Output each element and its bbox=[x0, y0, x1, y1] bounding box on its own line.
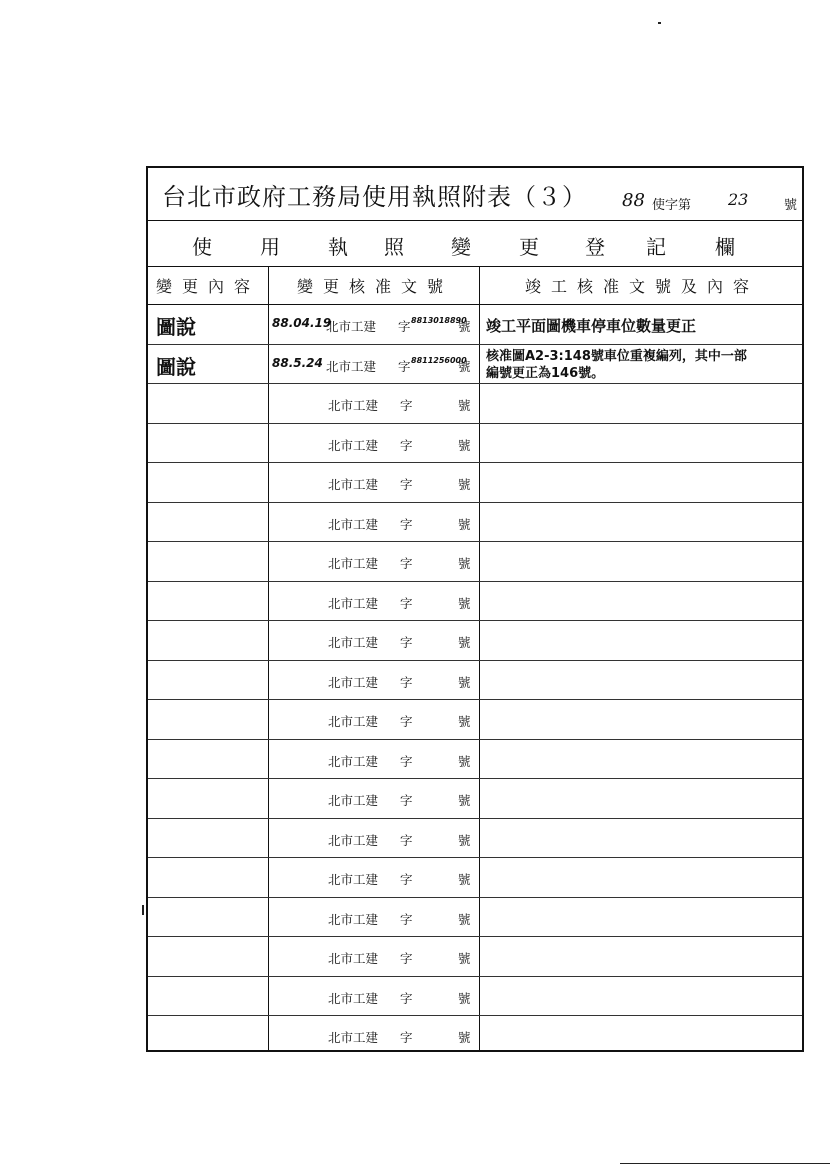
approval-zi: 字 bbox=[400, 714, 413, 729]
change-content-text: 圖說 bbox=[156, 315, 196, 339]
approval-hao: 號 bbox=[458, 319, 471, 334]
approval-hao: 號 bbox=[458, 595, 471, 611]
row-divider bbox=[148, 660, 802, 661]
approval-date: 88.5.24 bbox=[272, 355, 323, 370]
approval-prefix: 北市工建 bbox=[328, 990, 379, 1006]
approval-zi: 字 bbox=[400, 990, 413, 1006]
approval-hao: 號 bbox=[458, 793, 471, 808]
row-divider bbox=[148, 699, 802, 700]
approval-prefix: 北市工建 bbox=[328, 437, 379, 453]
approval-hao: 號 bbox=[458, 832, 471, 848]
completion-detail-line: 核准圖A2-3:148號車位重複編列，其中一部 bbox=[486, 348, 747, 364]
approval-prefix: 北市工建 bbox=[328, 832, 379, 848]
header-change-content: 變更內容 bbox=[155, 276, 260, 296]
header-approval-number: 變更核准文號 bbox=[296, 276, 453, 296]
approval-hao: 號 bbox=[458, 911, 471, 927]
approval-hao: 號 bbox=[458, 674, 471, 690]
approval-zi: 字 bbox=[400, 516, 413, 532]
banner-char: 登 bbox=[585, 235, 605, 259]
banner-char: 變 bbox=[451, 235, 471, 259]
header-completion-details: 竣工核准文號及內容 bbox=[524, 276, 759, 296]
approval-hao: 號 bbox=[458, 556, 471, 571]
approval-hao: 號 bbox=[458, 516, 471, 532]
row-divider bbox=[148, 581, 802, 582]
row-divider bbox=[148, 936, 802, 937]
approval-prefix: 北市工建 bbox=[328, 872, 379, 887]
approval-zi: 字 bbox=[400, 951, 413, 966]
change-register-banner bbox=[148, 220, 802, 267]
row-divider bbox=[148, 1015, 802, 1016]
banner-char: 執 bbox=[328, 235, 348, 259]
completion-detail-line: 編號更正為146號。 bbox=[486, 365, 605, 381]
banner-char: 更 bbox=[519, 235, 539, 259]
approval-prefix: 北市工建 bbox=[328, 595, 379, 611]
approval-hao: 號 bbox=[458, 635, 471, 650]
approval-prefix: 北市工建 bbox=[328, 911, 379, 927]
row-divider bbox=[148, 778, 802, 779]
approval-prefix: 北市工建 bbox=[328, 477, 379, 492]
approval-prefix: 北市工建 bbox=[328, 1030, 379, 1045]
approval-hao: 號 bbox=[458, 437, 471, 453]
approval-zi: 字 bbox=[400, 674, 413, 690]
form-title: 台北市政府工務局使用執照附表（３） bbox=[162, 183, 587, 211]
completion-detail-line: 竣工平面圖機車停車位數量更正 bbox=[486, 317, 697, 335]
approval-prefix: 北市工建 bbox=[326, 358, 377, 374]
approval-doc-number: 8811256000 bbox=[411, 355, 467, 365]
approval-zi: 字 bbox=[400, 911, 413, 927]
approval-prefix: 北市工建 bbox=[328, 793, 379, 808]
approval-zi: 字 bbox=[400, 437, 413, 453]
row-divider bbox=[148, 620, 802, 621]
scan-edge bbox=[620, 1163, 830, 1164]
license-number-suffix: 號 bbox=[784, 198, 798, 213]
approval-hao: 號 bbox=[458, 872, 471, 887]
approval-hao: 號 bbox=[458, 951, 471, 966]
scan-speck bbox=[658, 22, 661, 24]
approval-zi: 字 bbox=[400, 832, 413, 848]
row-divider bbox=[148, 423, 802, 424]
change-content-text: 圖說 bbox=[156, 354, 196, 379]
approval-zi: 字 bbox=[400, 1030, 413, 1045]
banner-char: 用 bbox=[260, 235, 280, 259]
approval-zi: 字 bbox=[400, 753, 413, 769]
approval-prefix: 北市工建 bbox=[328, 635, 379, 650]
approval-prefix: 北市工建 bbox=[328, 714, 379, 729]
license-sequence: 23 bbox=[728, 190, 749, 209]
banner-char: 照 bbox=[384, 235, 404, 259]
row-divider bbox=[148, 976, 802, 977]
approval-hao: 號 bbox=[458, 477, 471, 492]
approval-zi: 字 bbox=[400, 595, 413, 611]
approval-zi: 字 bbox=[400, 793, 413, 808]
approval-hao: 號 bbox=[458, 1030, 471, 1045]
approval-zi: 字 bbox=[398, 319, 411, 334]
row-divider bbox=[148, 739, 802, 740]
banner-char: 使 bbox=[192, 235, 212, 259]
row-divider bbox=[148, 502, 802, 503]
row-divider bbox=[148, 541, 802, 542]
approval-prefix: 北市工建 bbox=[326, 319, 377, 334]
approval-hao: 號 bbox=[458, 398, 471, 413]
banner-char: 欄 bbox=[715, 235, 735, 259]
approval-prefix: 北市工建 bbox=[328, 398, 379, 413]
approval-date: 88.04.19 bbox=[272, 316, 332, 330]
approval-hao: 號 bbox=[458, 990, 471, 1006]
approval-prefix: 北市工建 bbox=[328, 556, 379, 571]
form-title-row bbox=[148, 168, 802, 221]
approval-hao: 號 bbox=[458, 358, 471, 374]
approval-zi: 字 bbox=[400, 477, 413, 492]
approval-prefix: 北市工建 bbox=[328, 516, 379, 532]
approval-prefix: 北市工建 bbox=[328, 674, 379, 690]
approval-zi: 字 bbox=[400, 398, 413, 413]
approval-hao: 號 bbox=[458, 753, 471, 769]
approval-zi: 字 bbox=[400, 556, 413, 571]
scan-speck bbox=[142, 905, 144, 915]
license-year: 88 bbox=[622, 190, 645, 211]
row-divider bbox=[148, 383, 802, 384]
approval-zi: 字 bbox=[400, 635, 413, 650]
row-divider bbox=[148, 462, 802, 463]
license-type-label: 使字第 bbox=[652, 198, 692, 213]
approval-zi: 字 bbox=[398, 358, 411, 374]
column-header-row bbox=[148, 266, 802, 305]
approval-hao: 號 bbox=[458, 714, 471, 729]
license-attachment-form bbox=[146, 166, 804, 1052]
approval-zi: 字 bbox=[400, 872, 413, 887]
row-divider bbox=[148, 857, 802, 858]
row-divider bbox=[148, 897, 802, 898]
banner-char: 記 bbox=[646, 235, 666, 259]
approval-prefix: 北市工建 bbox=[328, 753, 379, 769]
approval-doc-number: 8813018890 bbox=[411, 316, 467, 325]
row-divider bbox=[148, 818, 802, 819]
approval-prefix: 北市工建 bbox=[328, 951, 379, 966]
